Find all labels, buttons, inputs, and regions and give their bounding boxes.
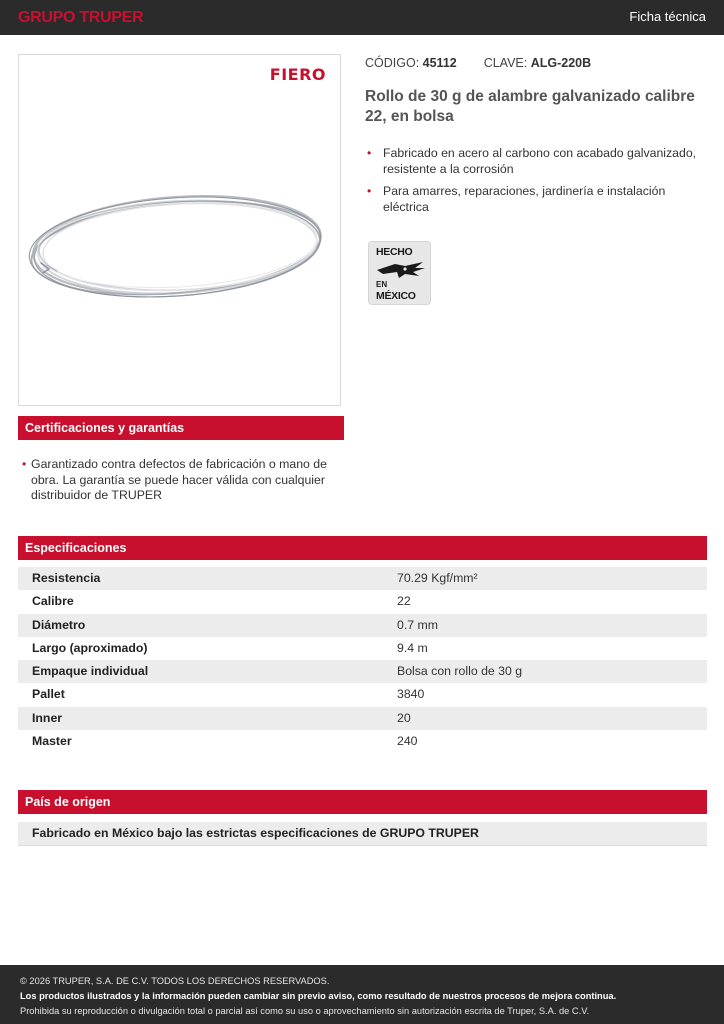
spec-key: Inner <box>32 710 63 725</box>
key-value: ALG-220B <box>530 56 592 70</box>
spec-value: 0.7 mm <box>397 617 438 632</box>
origin-header: País de origen <box>18 790 707 814</box>
table-row <box>18 590 707 613</box>
specifications-header: Especificaciones <box>18 536 707 560</box>
spec-value: 3840 <box>397 687 425 702</box>
badge-line-3: MÉXICO <box>376 290 416 302</box>
spec-key: Calibre <box>32 594 74 609</box>
table-row <box>18 730 707 753</box>
spec-value: 240 <box>397 734 418 749</box>
feature-item: • Fabricado en acero al carbono con acabado galvanizado, resistente a la corrosión <box>365 146 700 177</box>
badge-line-1: HECHO <box>376 246 413 258</box>
footer-prohibition: Prohibida su reproducción o divulgación total o parcial así como su uso o aprovechamiento sin autorización escrita de Truper, S.A. de C.V. <box>20 1006 590 1016</box>
spec-key: Empaque individual <box>32 664 149 679</box>
origin-text: Fabricado en México bajo las estrictas especificaciones de GRUPO TRUPER <box>18 822 707 846</box>
spec-value: Bolsa con rollo de 30 g <box>397 664 523 679</box>
footer <box>0 965 724 1024</box>
spec-value: 70.29 Kgf/mm² <box>397 571 478 585</box>
spec-key: Master <box>32 734 72 749</box>
table-row <box>18 567 707 590</box>
table-row <box>18 660 707 683</box>
eagle-icon <box>375 260 427 280</box>
footer-copyright: © 2026 TRUPER, S.A. DE C.V. TODOS LOS DERECHOS RESERVADOS. <box>20 976 330 986</box>
certifications-text: • Garantizado contra defectos de fabricación o mano de obra. La garantía se puede hacer válida con cualquier distribuidor de TRUPER <box>22 457 340 504</box>
spec-value: 9.4 m <box>397 640 428 655</box>
feature-list <box>365 146 700 222</box>
product-image <box>18 54 341 406</box>
table-row <box>18 637 707 660</box>
table-row <box>18 707 707 730</box>
fiero-logo: FIERO <box>269 65 326 84</box>
product-codes <box>365 56 591 70</box>
wire-coil-icon <box>27 185 335 365</box>
spec-value: 22 <box>397 594 411 609</box>
spec-key: Resistencia <box>32 571 101 585</box>
product-title: Rollo de 30 g de alambre galvanizado calibre 22, en bolsa <box>365 88 695 125</box>
sheet-label: Ficha técnica <box>629 9 706 24</box>
spec-key: Diámetro <box>32 617 86 632</box>
specifications-table <box>18 567 707 753</box>
top-bar <box>0 0 724 35</box>
table-row <box>18 683 707 706</box>
table-row <box>18 614 707 637</box>
badge-line-2: EN <box>376 280 388 289</box>
certifications-header: Certificaciones y garantías <box>18 416 344 440</box>
code-value: 45112 <box>422 56 457 70</box>
spec-key: Largo (aproximado) <box>32 640 148 655</box>
spec-key: Pallet <box>32 687 65 702</box>
footer-notice: Los productos ilustrados y la información pueden cambiar sin previo aviso, como resultado de nuestros procesos de mejora continua. <box>20 991 617 1001</box>
spec-value: 20 <box>397 710 411 725</box>
brand-logo: GRUPO TRUPER <box>18 9 144 26</box>
key-label: CLAVE: <box>483 56 528 70</box>
feature-item: • Para amarres, reparaciones, jardinería e instalación eléctrica <box>365 184 700 215</box>
code-label: CÓDIGO: <box>365 56 420 70</box>
hecho-en-mexico-badge <box>368 241 431 305</box>
